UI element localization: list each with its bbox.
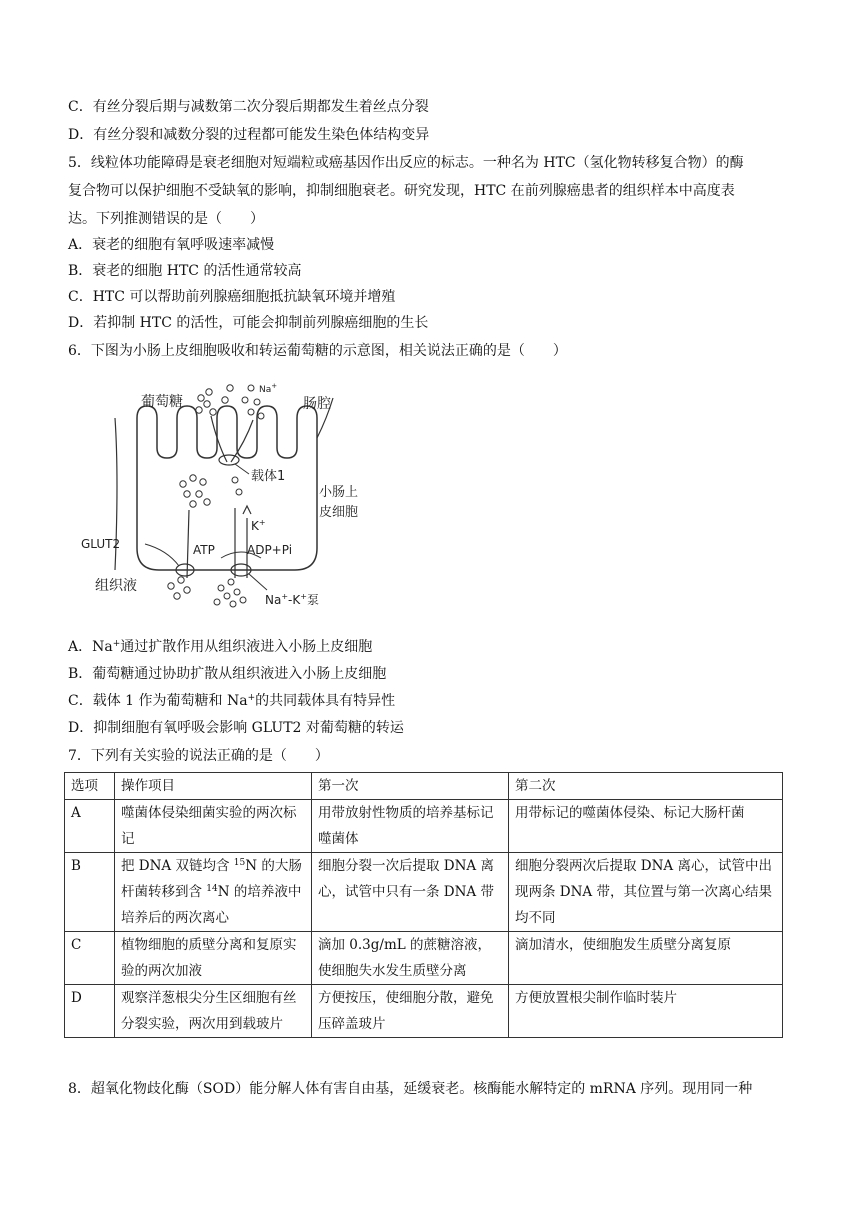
glucose-molecules-tissue: [168, 577, 190, 599]
first-cell: 细胞分裂一次后提取 DNA 离心，试管中只有一条 DNA 带: [312, 853, 509, 932]
first-cell: 用带放射性物质的培养基标记噬菌体: [312, 800, 509, 853]
table-row: [65, 932, 783, 985]
label-cell-line2: 皮细胞: [319, 505, 359, 520]
q5-option-b: B．衰老的细胞 HTC 的活性通常较高: [68, 263, 302, 279]
label-sodium: Na+: [259, 382, 278, 395]
second-cell: 用带标记的噬菌体侵染、标记大肠杆菌: [509, 800, 783, 853]
table-header-row: [65, 773, 783, 800]
q5-stem-line3: 达。下列推测错误的是（ ）: [68, 211, 264, 227]
carrier1-pointer: [235, 464, 249, 474]
q5-stem-line2: 复合物可以保护细胞不受缺氧的影响，抑制细胞衰老。研究发现，HTC 在前列腺癌患者的组织样本中高度表: [68, 183, 735, 199]
second-cell: 细胞分裂两次后提取 DNA 离心，试管中出现两条 DNA 带，其位置与第一次离心结果均不同: [509, 853, 783, 932]
glut2-arrow: [187, 510, 189, 578]
q6-option-a: A．Na+通过扩散作用从组织液进入小肠上皮细胞: [68, 639, 373, 655]
label-atp: ATP: [193, 543, 215, 557]
label-cell-line1: 小肠上: [319, 485, 359, 500]
second-cell: 方便放置根尖制作临时装片: [509, 985, 783, 1038]
sodium-ions-cell: [232, 477, 242, 495]
label-lumen: 肠腔: [303, 396, 331, 412]
option-cell: A: [65, 800, 115, 853]
basal-membrane: [137, 508, 317, 570]
q5-option-a: A．衰老的细胞有氧呼吸速率减慢: [68, 237, 275, 253]
sodium-ions-tissue: [214, 579, 246, 607]
option-cell: C: [65, 932, 115, 985]
apical-membrane: [137, 406, 317, 508]
table-row: [65, 853, 783, 932]
glucose-molecules-cell: [180, 475, 210, 507]
item-cell: 把 DNA 双链均含 $^{15}$N 的大肠杆菌转移到含 $^{14}$N 的培养液中培养后的两次离心: [115, 853, 312, 932]
first-cell: 方便按压，使细胞分散，避免压碎盖玻片: [312, 985, 509, 1038]
q6-stem: 6．下图为小肠上皮细胞吸收和转运葡萄糖的示意图，相关说法正确的是（ ）: [68, 343, 567, 359]
header-cell: 操作项目: [115, 773, 312, 800]
q4-option-d: D．有丝分裂和减数分裂的过程都可能发生染色体结构变异: [68, 127, 430, 143]
carrier1-protein: [219, 455, 239, 465]
q6-option-d: D．抑制细胞有氧呼吸会影响 GLUT2 对葡萄糖的转运: [68, 720, 404, 736]
header-cell: 第二次: [509, 773, 783, 800]
label-adp-pi: ADP+Pi: [247, 543, 293, 557]
q5-option-c: C．HTC 可以帮助前列腺癌细胞抵抗缺氧环境并增殖: [68, 289, 396, 305]
q6-option-b: B．葡萄糖通过协助扩散从组织液进入小肠上皮细胞: [68, 666, 387, 682]
q7-stem: 7．下列有关实验的说法正确的是（ ）: [68, 748, 329, 764]
label-glut2: GLUT2: [81, 537, 121, 551]
q5-stem-line1: 5．线粒体功能障碍是衰老细胞对短端粒或癌基因作出反应的标志。一种名为 HTC（氢化物转移复合物）的酶: [68, 155, 744, 171]
label-na-k-pump: Na+-K+泵: [265, 592, 319, 607]
q6-option-c: C．载体 1 作为葡萄糖和 Na+的共同载体具有特异性: [68, 693, 396, 709]
second-cell: 滴加清水，使细胞发生质壁分离复原: [509, 932, 783, 985]
header-cell: 第一次: [312, 773, 509, 800]
glucose-transport-diagram: [75, 378, 375, 618]
item-cell: 植物细胞的质壁分离和复原实验的两次加液: [115, 932, 312, 985]
header-cell: 选项: [65, 773, 115, 800]
q7-table: [64, 772, 783, 1038]
glut2-pointer: [145, 544, 179, 566]
q5-option-d: D．若抑制 HTC 的活性，可能会抑制前列腺癌细胞的生长: [68, 315, 429, 331]
table-row: [65, 985, 783, 1038]
item-cell: 噬菌体侵染细菌实验的两次标记: [115, 800, 312, 853]
glucose-molecules-lumen: [196, 385, 233, 415]
label-glucose: 葡萄糖: [141, 394, 183, 410]
table-row: [65, 800, 783, 853]
q8-stem-line1: 8．超氧化物歧化酶（SOD）能分解人体有害自由基，延缓衰老。核酶能水解特定的 mRNA 序列。现用同一种: [68, 1081, 753, 1097]
pump-arrow-head: [243, 506, 251, 514]
option-cell: B: [65, 853, 115, 932]
label-potassium: K+: [251, 518, 266, 533]
first-cell: 滴加 0.3g/mL 的蔗糖溶液，使细胞失水发生质壁分离: [312, 932, 509, 985]
pump-pointer: [249, 574, 267, 590]
label-tissue-fluid: 组织液: [95, 578, 137, 594]
q4-option-c: C．有丝分裂后期与减数第二次分裂后期都发生着丝点分裂: [68, 99, 429, 115]
item-cell: 观察洋葱根尖分生区细胞有丝分裂实验，两次用到载玻片: [115, 985, 312, 1038]
option-cell: D: [65, 985, 115, 1038]
label-carrier1: 载体1: [251, 469, 286, 484]
